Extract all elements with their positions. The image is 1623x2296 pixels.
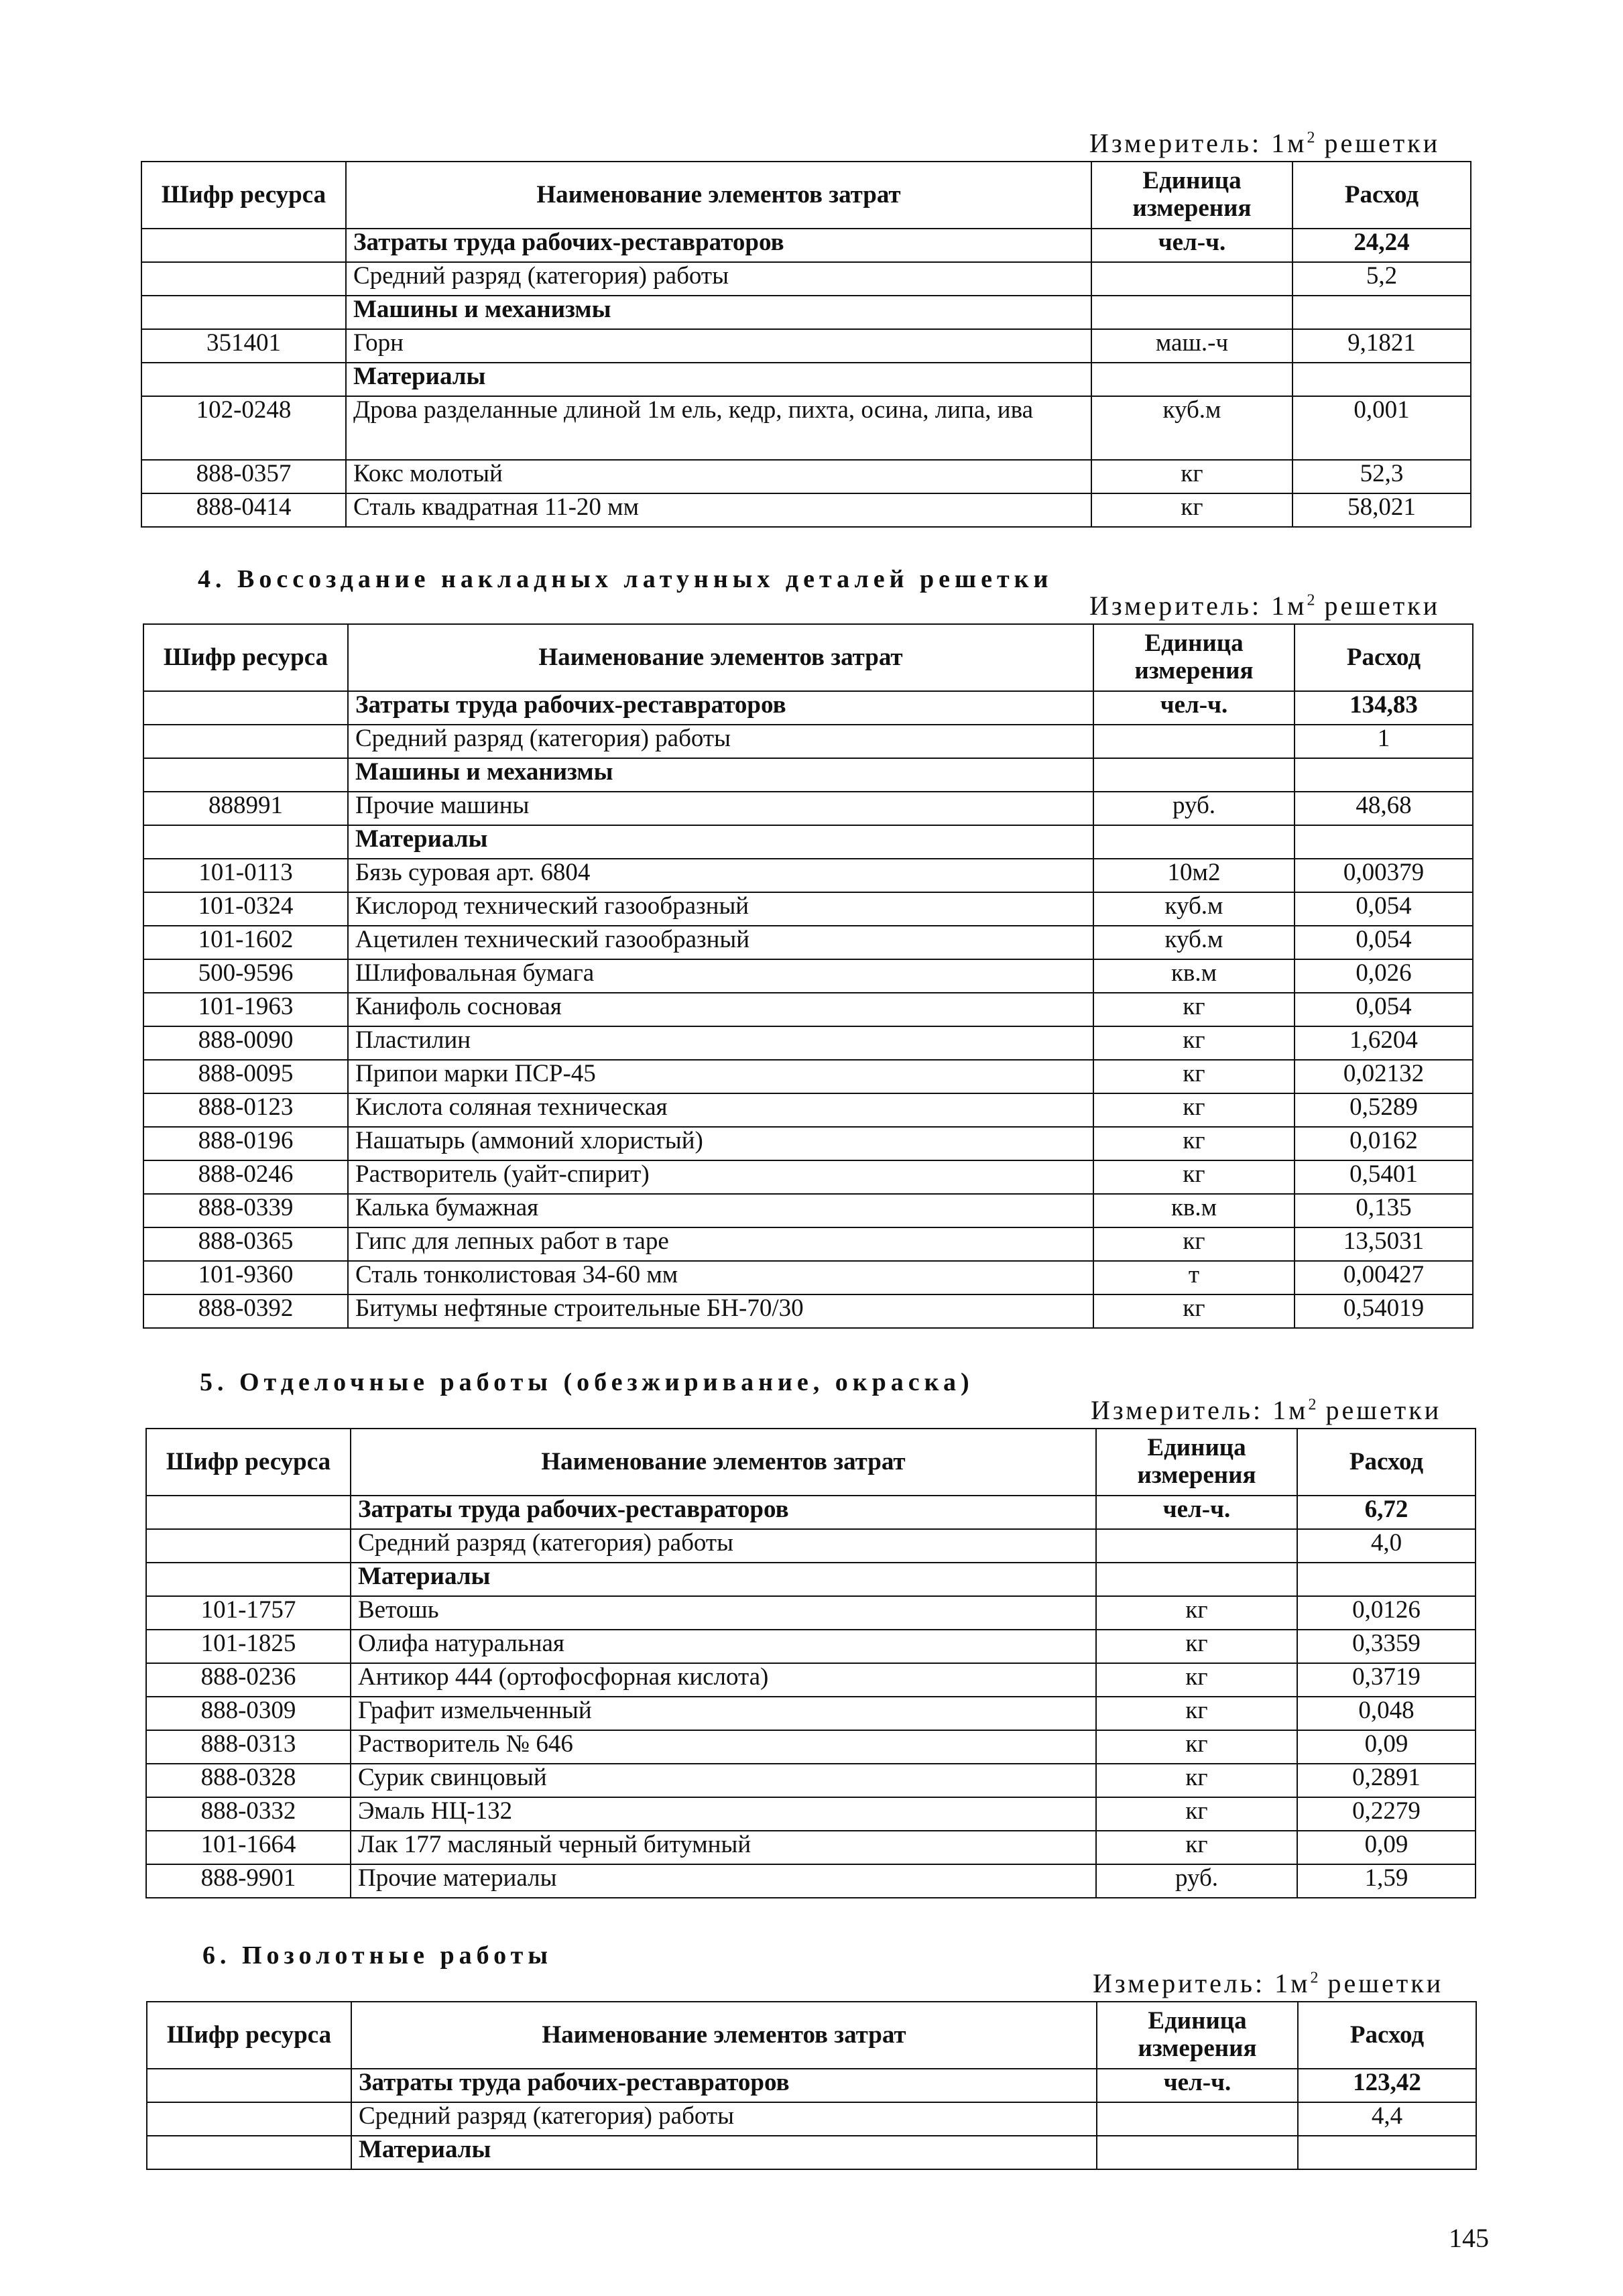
- cell-unit: [1096, 1563, 1297, 1596]
- table-row: [146, 1764, 1476, 1797]
- cell-code: [146, 1563, 351, 1596]
- measurer-label-5: [1091, 1394, 1441, 1426]
- cell-value: 0,054: [1295, 993, 1473, 1026]
- measurer-label-1: [1089, 127, 1440, 159]
- table-row: [143, 792, 1473, 825]
- cell-unit: руб.: [1096, 1864, 1297, 1898]
- cell-value: 4,4: [1298, 2102, 1476, 2136]
- table-row: [143, 725, 1473, 758]
- cell-unit: кг: [1096, 1630, 1297, 1663]
- table-row: [143, 859, 1473, 892]
- cell-name: Канифоль сосновая: [348, 993, 1093, 1026]
- cell-name: Сталь тонколистовая 34-60 мм: [348, 1261, 1093, 1294]
- header-code: Шифр ресурса: [147, 2002, 351, 2069]
- cell-name: Шлифовальная бумага: [348, 959, 1093, 993]
- cell-code: [143, 725, 348, 758]
- cell-name: Сталь квадратная 11-20 мм: [346, 493, 1091, 527]
- cell-name: Дрова разделанные длиной 1м ель, кедр, пихта, осина, липа, ива: [346, 396, 1091, 460]
- cell-value: 0,09: [1297, 1831, 1476, 1864]
- cell-unit: куб.м: [1093, 892, 1295, 926]
- cell-code: 101-1825: [146, 1630, 351, 1663]
- cell-unit: куб.м: [1091, 396, 1293, 460]
- section-title-4: 4. Воссоздание накладных латунных деталей решетки: [198, 565, 1053, 593]
- cell-code: 102-0248: [141, 396, 346, 460]
- cell-name: Растворитель № 646: [351, 1730, 1096, 1764]
- cell-unit: кг: [1096, 1596, 1297, 1630]
- table-row: [147, 2069, 1476, 2102]
- table-row: [141, 262, 1471, 296]
- cell-code: 888-0236: [146, 1663, 351, 1697]
- cell-unit: [1097, 2136, 1298, 2169]
- table-row: [146, 1529, 1476, 1563]
- cell-unit: кв.м: [1093, 1194, 1295, 1227]
- cell-unit: кг: [1093, 1227, 1295, 1261]
- table-row: [143, 892, 1473, 926]
- cell-name: Материалы: [351, 2136, 1097, 2169]
- cell-name: Прочие машины: [348, 792, 1093, 825]
- table-row: [143, 1294, 1473, 1328]
- cell-unit: т: [1093, 1261, 1295, 1294]
- cell-unit: кг: [1096, 1764, 1297, 1797]
- cell-code: [143, 825, 348, 859]
- header-unit: Единица измерения: [1091, 162, 1293, 229]
- cell-code: 500-9596: [143, 959, 348, 993]
- cell-unit: кг: [1091, 460, 1293, 493]
- cell-code: 888-0328: [146, 1764, 351, 1797]
- table-row: [143, 959, 1473, 993]
- cell-value: [1298, 2136, 1476, 2169]
- table-row: [146, 1697, 1476, 1730]
- cost-table-5: [145, 1428, 1476, 1898]
- header-name: Наименование элементов затрат: [348, 624, 1093, 691]
- cell-code: 888-0313: [146, 1730, 351, 1764]
- cell-unit: [1091, 363, 1293, 396]
- cell-unit: [1091, 262, 1293, 296]
- header-name: Наименование элементов затрат: [351, 2002, 1097, 2069]
- cell-name: Антикор 444 (ортофосфорная кислота): [351, 1663, 1096, 1697]
- table-row: [146, 1864, 1476, 1898]
- cell-name: Сурик свинцовый: [351, 1764, 1096, 1797]
- cell-name: Графит измельченный: [351, 1697, 1096, 1730]
- table-row: [143, 926, 1473, 959]
- table-row: [143, 1060, 1473, 1093]
- header-code: Шифр ресурса: [141, 162, 346, 229]
- cell-value: 0,2891: [1297, 1764, 1476, 1797]
- cell-unit: куб.м: [1093, 926, 1295, 959]
- table-row: [146, 1596, 1476, 1630]
- cell-name: Лак 177 масляный черный битумный: [351, 1831, 1096, 1864]
- cell-code: 101-1963: [143, 993, 348, 1026]
- cell-code: [141, 363, 346, 396]
- cell-name: Бязь суровая арт. 6804: [348, 859, 1093, 892]
- table-row: [143, 691, 1473, 725]
- cell-code: [146, 1529, 351, 1563]
- cell-unit: кг: [1093, 1160, 1295, 1194]
- cell-value: [1293, 296, 1471, 329]
- header-value: Расход: [1297, 1429, 1476, 1496]
- table-row: [143, 1093, 1473, 1127]
- table-row: [146, 1630, 1476, 1663]
- cell-code: 888-0095: [143, 1060, 348, 1093]
- cell-code: 888-0365: [143, 1227, 348, 1261]
- cell-unit: 10м2: [1093, 859, 1295, 892]
- cell-unit: маш.-ч: [1091, 329, 1293, 363]
- cell-value: 0,2279: [1297, 1797, 1476, 1831]
- cell-value: 9,1821: [1293, 329, 1471, 363]
- cell-value: 1: [1295, 725, 1473, 758]
- cell-unit: кг: [1093, 1294, 1295, 1328]
- cell-unit: чел-ч.: [1091, 229, 1293, 262]
- cell-unit: [1093, 825, 1295, 859]
- cell-value: [1295, 825, 1473, 859]
- cell-code: [143, 691, 348, 725]
- measurer-sup: 2: [1310, 1969, 1319, 1987]
- measurer-sup: 2: [1307, 591, 1315, 609]
- cell-name: Кислород технический газообразный: [348, 892, 1093, 926]
- cell-value: 52,3: [1293, 460, 1471, 493]
- cell-code: 101-0113: [143, 859, 348, 892]
- table-row: [143, 1127, 1473, 1160]
- cell-code: 888-0196: [143, 1127, 348, 1160]
- cell-name: Гипс для лепных работ в таре: [348, 1227, 1093, 1261]
- table-row: [143, 1261, 1473, 1294]
- measurer-label-6: [1093, 1968, 1443, 1999]
- table-row: [146, 1496, 1476, 1529]
- cell-unit: кг: [1093, 1127, 1295, 1160]
- cell-value: 134,83: [1295, 691, 1473, 725]
- measurer-suffix: решетки: [1316, 1395, 1442, 1425]
- cell-value: 123,42: [1298, 2069, 1476, 2102]
- header-code: Шифр ресурса: [146, 1429, 351, 1496]
- cell-name: Материалы: [351, 1563, 1096, 1596]
- table-row: [143, 825, 1473, 859]
- cell-value: 0,026: [1295, 959, 1473, 993]
- cell-unit: [1097, 2102, 1298, 2136]
- cell-name: Прочие материалы: [351, 1864, 1096, 1898]
- cell-value: 0,3359: [1297, 1630, 1476, 1663]
- cell-name: Затраты труда рабочих-реставраторов: [351, 2069, 1097, 2102]
- cell-unit: кв.м: [1093, 959, 1295, 993]
- cell-code: [141, 296, 346, 329]
- table-row: [147, 2102, 1476, 2136]
- cell-code: 888-0414: [141, 493, 346, 527]
- cell-unit: кг: [1093, 1026, 1295, 1060]
- cell-value: 0,0126: [1297, 1596, 1476, 1630]
- table-row: [146, 1563, 1476, 1596]
- table-row: [143, 1194, 1473, 1227]
- cell-name: Средний разряд (категория) работы: [346, 262, 1091, 296]
- cell-name: Горн: [346, 329, 1091, 363]
- cell-unit: кг: [1093, 1093, 1295, 1127]
- cell-value: 0,09: [1297, 1730, 1476, 1764]
- table-row: [141, 229, 1471, 262]
- table-row: [146, 1730, 1476, 1764]
- header-unit: Единица измерения: [1097, 2002, 1298, 2069]
- cell-unit: чел-ч.: [1097, 2069, 1298, 2102]
- table-row: [141, 460, 1471, 493]
- cell-name: Калька бумажная: [348, 1194, 1093, 1227]
- cell-code: [147, 2069, 351, 2102]
- table-row: [146, 1831, 1476, 1864]
- measurer-suffix: решетки: [1318, 1968, 1444, 1998]
- cell-name: Средний разряд (категория) работы: [351, 2102, 1097, 2136]
- measurer-suffix: решетки: [1315, 128, 1441, 158]
- table-row: [147, 2136, 1476, 2169]
- cell-name: Материалы: [348, 825, 1093, 859]
- cell-code: 888-0090: [143, 1026, 348, 1060]
- header-value: Расход: [1298, 2002, 1476, 2069]
- cell-name: Нашатырь (аммоний хлористый): [348, 1127, 1093, 1160]
- measurer-label-4: [1089, 590, 1440, 621]
- section-title-5: 5. Отделочные работы (обезжиривание, окраска): [200, 1368, 974, 1396]
- cell-value: 0,135: [1295, 1194, 1473, 1227]
- cell-value: 0,5401: [1295, 1160, 1473, 1194]
- cell-code: [146, 1496, 351, 1529]
- table-row: [143, 1227, 1473, 1261]
- cell-value: 1,59: [1297, 1864, 1476, 1898]
- cell-unit: кг: [1093, 993, 1295, 1026]
- cell-name: Машины и механизмы: [348, 758, 1093, 792]
- header-unit: Единица измерения: [1093, 624, 1295, 691]
- table-row: [141, 396, 1471, 460]
- cell-code: 888991: [143, 792, 348, 825]
- cell-code: 101-1602: [143, 926, 348, 959]
- table-row: [141, 329, 1471, 363]
- cell-unit: [1096, 1529, 1297, 1563]
- cell-value: 58,021: [1293, 493, 1471, 527]
- cell-value: [1293, 363, 1471, 396]
- cell-name: Растворитель (уайт-спирит): [348, 1160, 1093, 1194]
- cell-code: 888-0357: [141, 460, 346, 493]
- cell-name: Средний разряд (категория) работы: [348, 725, 1093, 758]
- cell-name: Ветошь: [351, 1596, 1096, 1630]
- cell-unit: чел-ч.: [1096, 1496, 1297, 1529]
- cell-value: 6,72: [1297, 1496, 1476, 1529]
- cell-value: [1295, 758, 1473, 792]
- measurer-prefix: Измеритель: 1м: [1091, 1395, 1309, 1425]
- cell-code: 101-1757: [146, 1596, 351, 1630]
- header-value: Расход: [1295, 624, 1473, 691]
- cell-name: Пластилин: [348, 1026, 1093, 1060]
- cell-unit: кг: [1091, 493, 1293, 527]
- cell-unit: [1093, 725, 1295, 758]
- table-row: [143, 993, 1473, 1026]
- cell-code: 101-0324: [143, 892, 348, 926]
- table-row: [141, 363, 1471, 396]
- cell-value: 0,048: [1297, 1697, 1476, 1730]
- cell-code: [141, 262, 346, 296]
- cell-name: Затраты труда рабочих-реставраторов: [346, 229, 1091, 262]
- cell-value: 4,0: [1297, 1529, 1476, 1563]
- cell-value: 0,00379: [1295, 859, 1473, 892]
- cell-code: 888-0332: [146, 1797, 351, 1831]
- table-row: [141, 296, 1471, 329]
- measurer-prefix: Измеритель: 1м: [1089, 128, 1307, 158]
- cell-value: 48,68: [1295, 792, 1473, 825]
- cell-value: 24,24: [1293, 229, 1471, 262]
- measurer-sup: 2: [1307, 129, 1315, 147]
- cell-value: 0,00427: [1295, 1261, 1473, 1294]
- cell-value: 1,6204: [1295, 1026, 1473, 1060]
- cell-unit: кг: [1093, 1060, 1295, 1093]
- header-value: Расход: [1293, 162, 1471, 229]
- table-row: [146, 1797, 1476, 1831]
- cell-value: 0,054: [1295, 892, 1473, 926]
- cost-table-4: [143, 623, 1474, 1329]
- cell-value: 0,5289: [1295, 1093, 1473, 1127]
- table-row: [143, 1160, 1473, 1194]
- cell-value: 0,02132: [1295, 1060, 1473, 1093]
- header-unit: Единица измерения: [1096, 1429, 1297, 1496]
- measurer-sup: 2: [1308, 1396, 1317, 1414]
- cell-name: Эмаль НЦ-132: [351, 1797, 1096, 1831]
- cell-unit: руб.: [1093, 792, 1295, 825]
- header-code: Шифр ресурса: [143, 624, 348, 691]
- cell-unit: кг: [1096, 1730, 1297, 1764]
- cell-unit: кг: [1096, 1797, 1297, 1831]
- measurer-prefix: Измеритель: 1м: [1093, 1968, 1311, 1998]
- cell-code: [147, 2102, 351, 2136]
- table-row: [143, 758, 1473, 792]
- cell-unit: [1091, 296, 1293, 329]
- cell-unit: кг: [1096, 1831, 1297, 1864]
- cell-value: 0,3719: [1297, 1663, 1476, 1697]
- cell-name: Затраты труда рабочих-реставраторов: [348, 691, 1093, 725]
- cell-value: 0,54019: [1295, 1294, 1473, 1328]
- cell-unit: [1093, 758, 1295, 792]
- table-row: [143, 1026, 1473, 1060]
- cell-unit: кг: [1096, 1663, 1297, 1697]
- cell-unit: чел-ч.: [1093, 691, 1295, 725]
- cell-code: [141, 229, 346, 262]
- cell-name: Битумы нефтяные строительные БН-70/30: [348, 1294, 1093, 1328]
- cell-name: Затраты труда рабочих-реставраторов: [351, 1496, 1096, 1529]
- cell-code: 351401: [141, 329, 346, 363]
- header-name: Наименование элементов затрат: [346, 162, 1091, 229]
- cell-name: Кокс молотый: [346, 460, 1091, 493]
- cell-code: 888-0123: [143, 1093, 348, 1127]
- table-row: [146, 1663, 1476, 1697]
- cell-code: 888-0246: [143, 1160, 348, 1194]
- cell-code: 888-9901: [146, 1864, 351, 1898]
- cell-value: 0,0162: [1295, 1127, 1473, 1160]
- cell-code: [147, 2136, 351, 2169]
- cell-code: [143, 758, 348, 792]
- table-row: [141, 493, 1471, 527]
- cell-name: Машины и механизмы: [346, 296, 1091, 329]
- cell-value: 0,001: [1293, 396, 1471, 460]
- measurer-prefix: Измеритель: 1м: [1089, 591, 1307, 621]
- cell-value: 13,5031: [1295, 1227, 1473, 1261]
- cell-unit: кг: [1096, 1697, 1297, 1730]
- cell-code: 888-0309: [146, 1697, 351, 1730]
- measurer-suffix: решетки: [1315, 591, 1441, 621]
- cell-code: 888-0339: [143, 1194, 348, 1227]
- cell-value: 0,054: [1295, 926, 1473, 959]
- cell-code: 888-0392: [143, 1294, 348, 1328]
- section-title-6: 6. Позолотные работы: [202, 1941, 552, 1970]
- cell-name: Материалы: [346, 363, 1091, 396]
- header-name: Наименование элементов затрат: [351, 1429, 1096, 1496]
- cell-code: 101-1664: [146, 1831, 351, 1864]
- cell-value: [1297, 1563, 1476, 1596]
- cell-name: Кислота соляная техническая: [348, 1093, 1093, 1127]
- cell-name: Припои марки ПСР-45: [348, 1060, 1093, 1093]
- page-number: 145: [1449, 2223, 1489, 2253]
- cell-name: Средний разряд (категория) работы: [351, 1529, 1096, 1563]
- cell-name: Олифа натуральная: [351, 1630, 1096, 1663]
- cell-code: 101-9360: [143, 1261, 348, 1294]
- cell-name: Ацетилен технический газообразный: [348, 926, 1093, 959]
- cost-table-6: [146, 2001, 1477, 2170]
- cell-value: 5,2: [1293, 262, 1471, 296]
- cost-table-1: [141, 161, 1471, 528]
